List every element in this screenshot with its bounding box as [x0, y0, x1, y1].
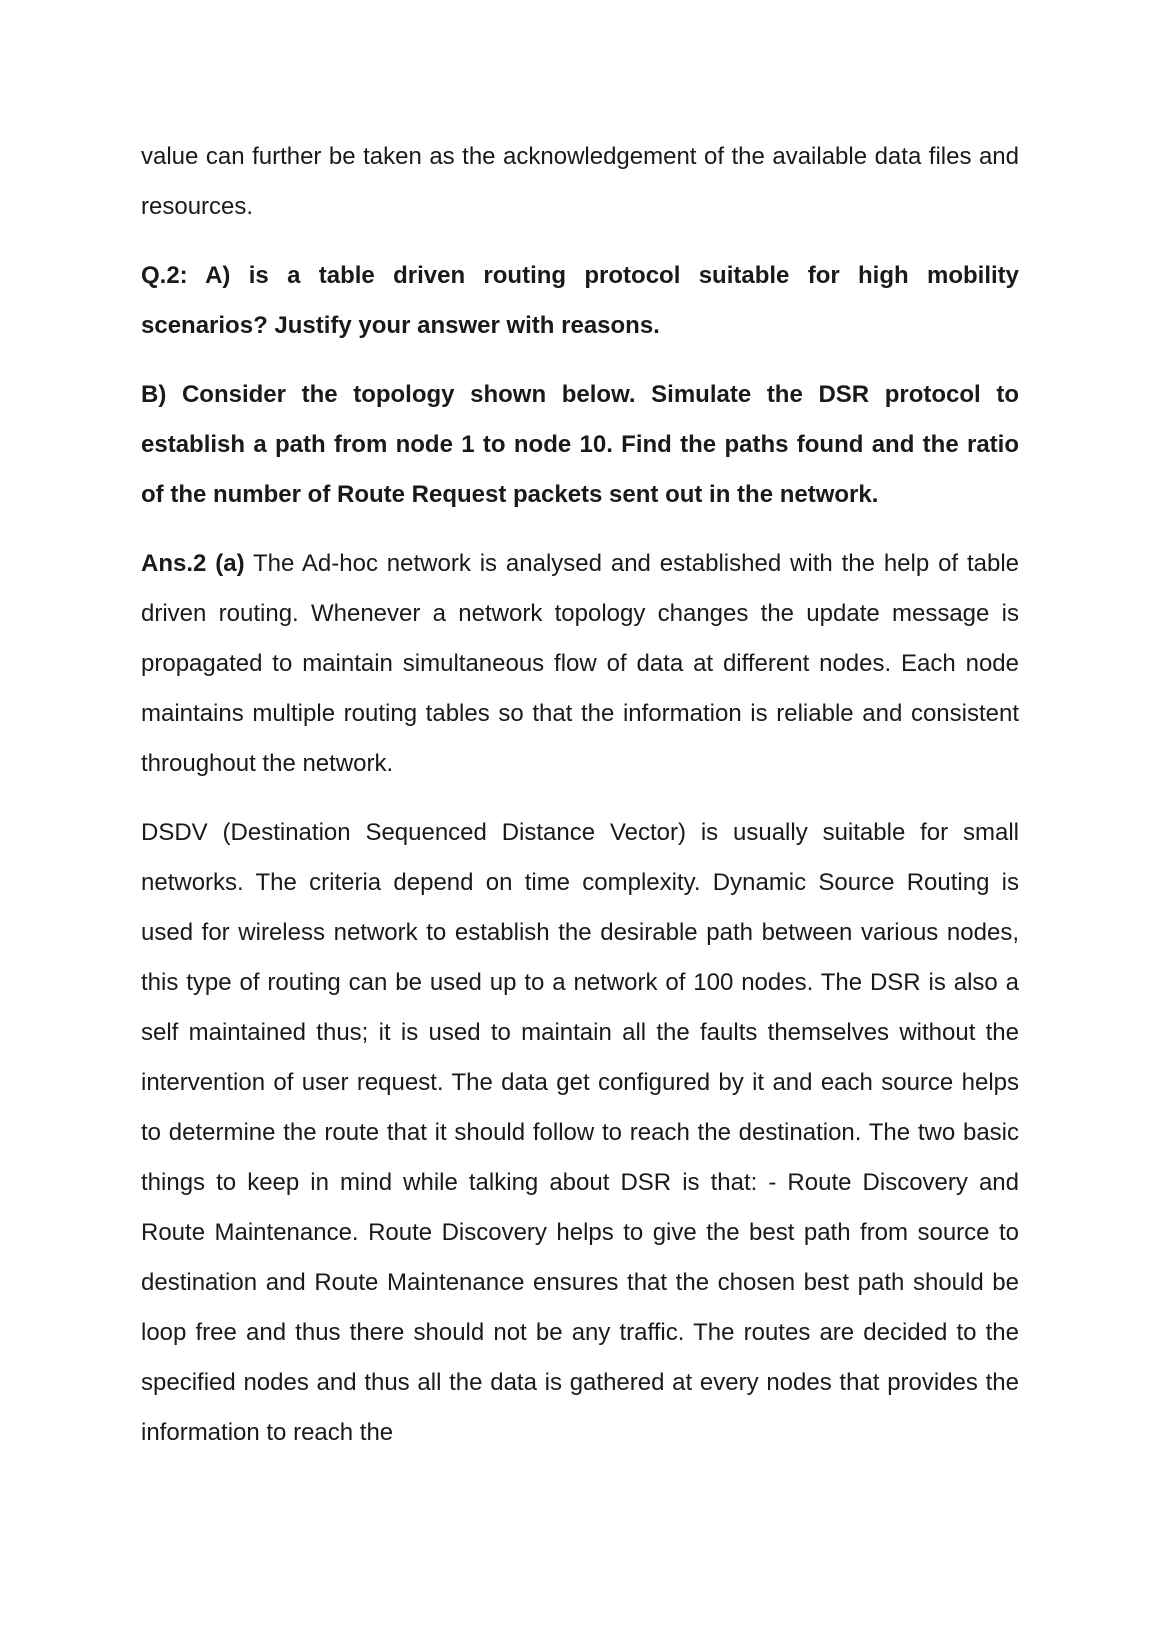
document-page — [141, 132, 1019, 1477]
answer-2a-paragraph — [141, 539, 1019, 789]
question-2a: Q.2: A) is a table driven routing protocol suitable for high mobility scenarios? Justify your answer with reasons. — [141, 262, 1019, 339]
question-2b: B) Consider the topology shown below. Simulate the DSR protocol to establish a path from node 1 to node 10. Find the paths found and the ratio of the number of Route Request packets sent out in the network. — [141, 381, 1019, 508]
continuation-paragraph: value can further be taken as the acknowledgement of the available data files and resources. — [141, 143, 1019, 220]
dsdv-paragraph: DSDV (Destination Sequenced Distance Vector) is usually suitable for small networks. The criteria depend on time complexity. Dynamic Source Routing is used for wireless network to establish the desirable path between various nodes, this type of routing can be used up to a network of 100 nodes. The DSR is also a self maintained thus; it is used to maintain all the faults themselves without the intervention of user request. The data get configured by it and each source helps to determine the route that it should follow to reach the destination. The two basic things to keep in mind while talking about DSR is that: - Route Discovery and Route Maintenance. Route Discovery helps to give the best path from source to destination and Route Maintenance ensures that the chosen best path should be loop free and thus there should not be any traffic. The routes are decided to the specified nodes and thus all the data is gathered at every nodes that provides the information to reach the — [141, 819, 1019, 1446]
answer-label: Ans.2 (a) — [141, 550, 245, 577]
answer-text: The Ad-hoc network is analysed and established with the help of table driven routing. Whenever a network topology changes the update message is propagated to maintain simultaneous flow of data at different nodes. Each node maintains multiple routing tables so that the information is reliable and consistent throughout the network. — [141, 550, 1020, 777]
